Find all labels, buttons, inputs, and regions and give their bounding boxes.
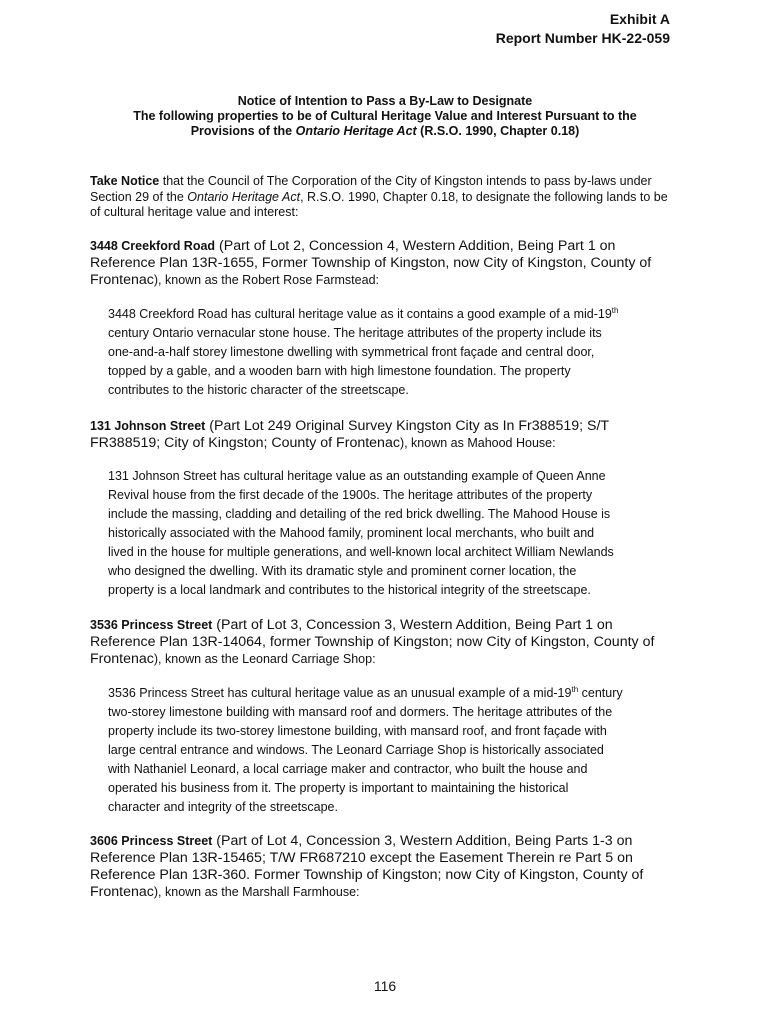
superscript: th bbox=[571, 684, 579, 694]
intro-text-2: , R.S.O. 1990, Chapter 0.18, to designate the following lands to be of cultural heritage value and interest: bbox=[90, 189, 668, 219]
property-known-as: ), known as the Leonard Carriage Shop: bbox=[153, 652, 376, 666]
description-line: with Nathaniel Leonard, a local carriage maker and contractor, who built the house and bbox=[108, 762, 588, 776]
property-legal-description: (Part Lot 249 Original Survey Kingston City as In Fr388519; S/T FR388519; City of Kingston; County of Frontenac bbox=[90, 418, 609, 451]
property-heading bbox=[90, 833, 680, 901]
description-line: lived in the house for multiple generations, and well-known local architect William Newlands bbox=[108, 545, 614, 559]
description-line: century Ontario vernacular stone house. The heritage attributes of the property include its bbox=[108, 326, 602, 340]
description-line bbox=[108, 684, 680, 703]
notice-title-line2: The following properties to be of Cultural Heritage Value and Interest Pursuant to the bbox=[133, 109, 637, 123]
property-description bbox=[108, 305, 680, 400]
description-line: contributes to the historic character of the streetscape. bbox=[108, 383, 409, 397]
property-address: 131 Johnson Street bbox=[90, 419, 206, 433]
description-line: operated his business from it. The property is important to maintaining the historical bbox=[108, 781, 569, 795]
description-line: one-and-a-half storey limestone dwelling with symmetrical front façade and central door, bbox=[108, 345, 595, 359]
description-line: topped by a gable, and a wooden barn with high limestone foundation. The property bbox=[108, 364, 571, 378]
notice-line3-pre: Provisions of the bbox=[190, 124, 296, 138]
description-line: property include its two-storey limestone building, with mansard roof, and front façade with bbox=[108, 724, 607, 738]
property-address: 3536 Princess Street bbox=[90, 618, 213, 632]
property-legal-description: (Part of Lot 2, Concession 4, Western Addition, Being Part 1 on Reference Plan 13R-1655, Former Township of Kingston, now City of Kingston, County of Frontenac bbox=[90, 238, 652, 288]
description-line: who designed the dwelling. With its dramatic style and prominent corner location, the bbox=[108, 564, 577, 578]
notice-act-name: Ontario Heritage Act bbox=[295, 124, 417, 138]
property-legal-description: (Part of Lot 3, Concession 3, Western Addition, Being Part 1 on Reference Plan 13R-14064, former Township of Kingston; now City of Kingston, County of Frontenac bbox=[90, 617, 655, 667]
superscript: th bbox=[611, 305, 619, 315]
property-heading bbox=[90, 617, 680, 668]
page-number: 116 bbox=[373, 978, 397, 994]
take-notice-label: Take Notice bbox=[90, 174, 160, 188]
description-line: 131 Johnson Street has cultural heritage value as an outstanding example of Queen Anne bbox=[108, 469, 606, 483]
notice-title-line1: Notice of Intention to Pass a By-Law to Designate bbox=[237, 94, 533, 108]
property-legal-description: (Part of Lot 4, Concession 3, Western Addition, Being Parts 1-3 on Reference Plan 13R-15465; T/W FR687210 except the Easement Therein re Part 5 on Reference Plan 13R-360. Former Township of Kingston; now City of Kingston, County of Frontenac bbox=[90, 833, 644, 900]
description-line: large central entrance and windows. The Leonard Carriage Shop is historically associated bbox=[108, 743, 604, 757]
property-known-as: ), known as the Marshall Farmhouse: bbox=[153, 885, 360, 899]
property-description bbox=[108, 467, 680, 600]
exhibit-label: Exhibit A bbox=[609, 11, 670, 27]
description-line: property is a local landmark and contributes to the historical integrity of the streetscape. bbox=[108, 583, 591, 597]
description-text: 3448 Creekford Road has cultural heritage value as it contains a good example of a mid-19 bbox=[108, 307, 612, 321]
description-text: 3536 Princess Street has cultural heritage value as an unusual example of a mid-19 bbox=[108, 686, 572, 700]
notice-title bbox=[90, 94, 680, 139]
intro-paragraph bbox=[90, 174, 680, 221]
property-address: 3448 Creekford Road bbox=[90, 239, 216, 253]
notice-line3-post: (R.S.O. 1990, Chapter 0.18) bbox=[416, 124, 580, 138]
description-line: include the massing, cladding and detailing of the red brick dwelling. The Mahood House is bbox=[108, 507, 611, 521]
exhibit-header bbox=[496, 10, 670, 48]
description-line: Revival house from the first decade of the 1900s. The heritage attributes of the property bbox=[108, 488, 593, 502]
description-line: historically associated with the Mahood family, prominent local merchants, who built and bbox=[108, 526, 595, 540]
property-heading bbox=[90, 418, 680, 452]
description-text: century bbox=[578, 686, 623, 700]
property-known-as: ), known as Mahood House: bbox=[399, 436, 556, 450]
description-line: two-storey limestone building with mansard roof and dormers. The heritage attributes of the bbox=[108, 705, 613, 719]
description-line: character and integrity of the streetscape. bbox=[108, 800, 338, 814]
intro-act-name: Ontario Heritage Act bbox=[187, 189, 301, 204]
property-known-as: ), known as the Robert Rose Farmstead: bbox=[153, 273, 379, 287]
property-description bbox=[108, 684, 680, 817]
report-number: Report Number HK-22-059 bbox=[495, 30, 670, 46]
property-address: 3606 Princess Street bbox=[90, 834, 213, 848]
notice-title-line3 bbox=[90, 124, 680, 139]
property-heading bbox=[90, 238, 680, 289]
intro-text-1: that the Council of The Corporation of the City of Kingston intends to pass by-laws under Section 29 of the bbox=[90, 174, 652, 204]
description-line bbox=[108, 305, 680, 324]
